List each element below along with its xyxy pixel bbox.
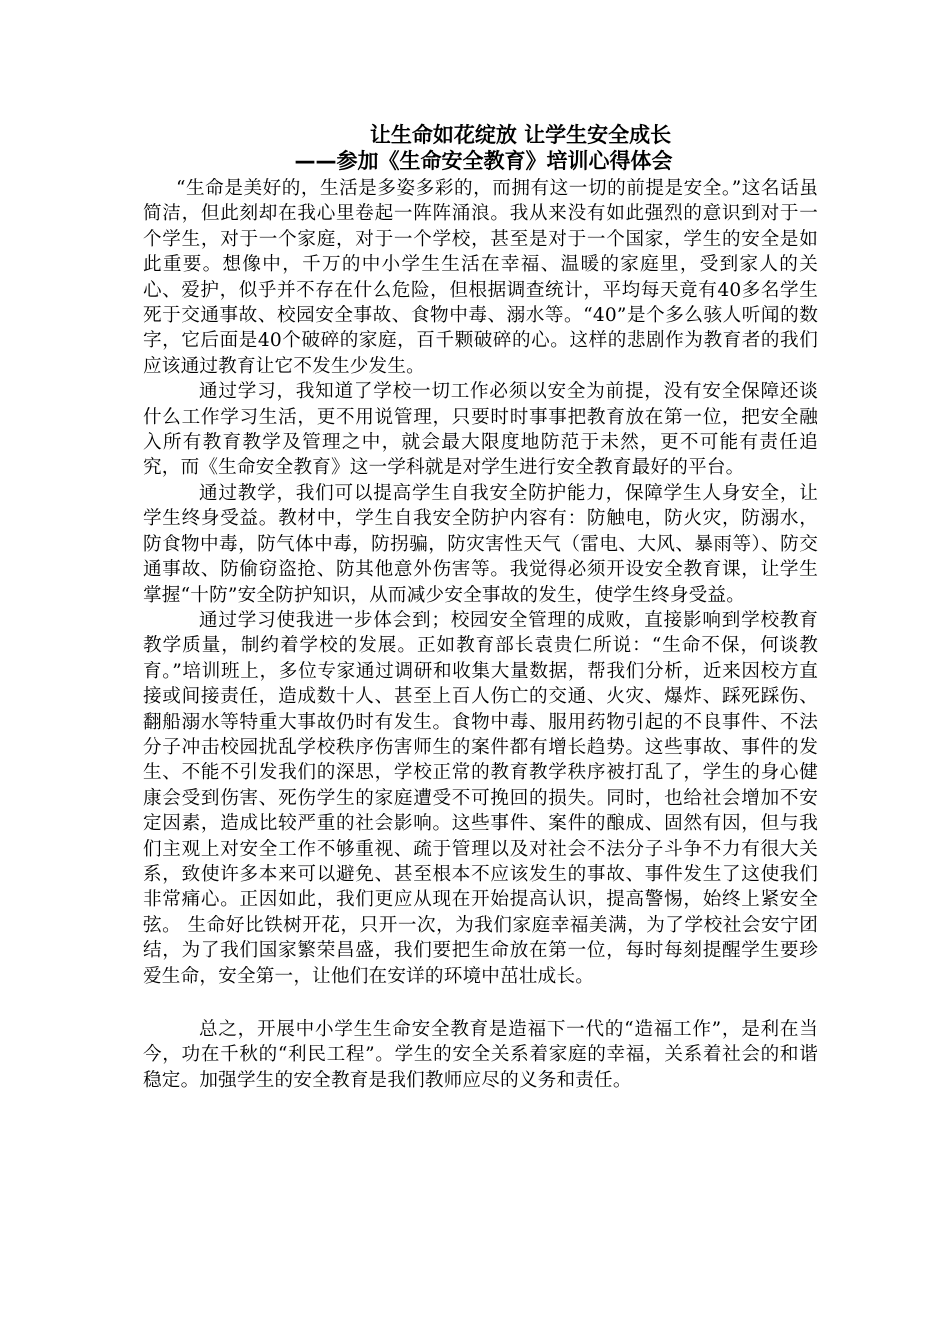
paragraph-2: 通过学习，我知道了学校一切工作必须以安全为前提，没有安全保障还谈什么工作学习生活，更不用说管理，只要时时事事把教育放在第一位，把安全融入所有教育教学及管理之中，就会最大限度地防范于未然，更不可能有责任追究，而《生命安全教育》这一学科就是对学生进行安全教育最好的平台。 <box>143 381 818 479</box>
document-title: 让生命如花绽放 让学生安全成长 <box>369 123 672 147</box>
paragraph-4: 通过学习使我进一步体会到；校园安全管理的成败，直接影响到学校教育教学质量，制约着学校的发展。正如教育部长袁贵仁所说：“生命不保，何谈教育。”培训班上，多位专家通过调研和收集大量数据，帮我们分析，近来因校方直接或间接责任，造成数十人、甚至上百人伤亡的交通、火灾、爆炸、踩死踩伤、翻船溺水等特重大事故仍时有发生。食物中毒、服用药物引起的不良事件、不法分子冲击校园扰乱学校秩序伤害师生的案件都有增长趋势。这些事故、事件的发生、不能不引发我们的深思，学校正常的教育教学秩序被打乱了，学生的身心健康会受到伤害、死伤学生的家庭遭受不可挽回的损失。同时，也给社会增加不安定因素，造成比较严重的社会影响。这些事件、案件的酿成、固然有因，但与我们主观上对安全工作不够重视、疏于管理以及对社会不法分子斗争不力有很大关系，致使许多本来可以避免、甚至根本不应该发生的事故、事件发生了这使我们非常痛心。正因如此，我们更应从现在开始提高认识，提高警惕，始终上紧安全弦。 生命好比铁树开花，只开一次，为我们家庭幸福美满，为了学校社会安宁团结，为了我们国家繁荣昌盛，我们要把生命放在第一位，每时每刻提醒学生要珍爱生命，安全第一，让他们在安详的环境中茁壮成长。 <box>143 609 818 987</box>
paragraph-3: 通过教学，我们可以提高学生自我安全防护能力，保障学生人身安全，让学生终身受益。教材中，学生自我安全防护内容有：防触电，防火灾，防溺水，防食物中毒，防气体中毒，防拐骗，防灾害性天气（雷电、大风、暴雨等）、防交通事故、防偷窃盗抢、防其他意外伤害等。我觉得必须开设安全教育课，让学生掌握“十防”安全防护知识，从而减少安全事故的发生，使学生终身受益。 <box>143 482 818 606</box>
paragraph-1: “生命是美好的，生活是多姿多彩的，而拥有这一切的前提是安全。”这名话虽简洁，但此刻却在我心里卷起一阵阵涌浪。我从来没有如此强烈的意识到对于一个学生，对于一个家庭，对于一个学校，甚至是对于一个国家，学生的安全是如此重要。想像中，千万的中小学生生活在幸福、温暖的家庭里，受到家人的关心、爱护，似乎并不存在什么危险，但根据调查统计，平均每天竟有40多名学生死于交通事故、校园安全事故、食物中毒、溺水等。“40”是个多么骇人听闻的数字，它后面是40个破碎的家庭，百千颗破碎的心。这样的悲剧作为教育者的我们应该通过教育让它不发生少发生。 <box>143 178 818 377</box>
paragraph-spacer <box>143 989 818 1017</box>
paragraph-5: 总之，开展中小学生生命安全教育是造福下一代的“造福工作”，是利在当今，功在千秋的“利民工程”。学生的安全关系着家庭的幸福，关系着社会的和谐稳定。加强学生的安全教育是我们教师应尽的义务和责任。 <box>143 1019 818 1091</box>
document-page <box>143 122 818 1093</box>
document-body <box>143 176 818 1093</box>
document-subtitle: ——参加《生命安全教育》培训心得体会 <box>294 149 673 173</box>
